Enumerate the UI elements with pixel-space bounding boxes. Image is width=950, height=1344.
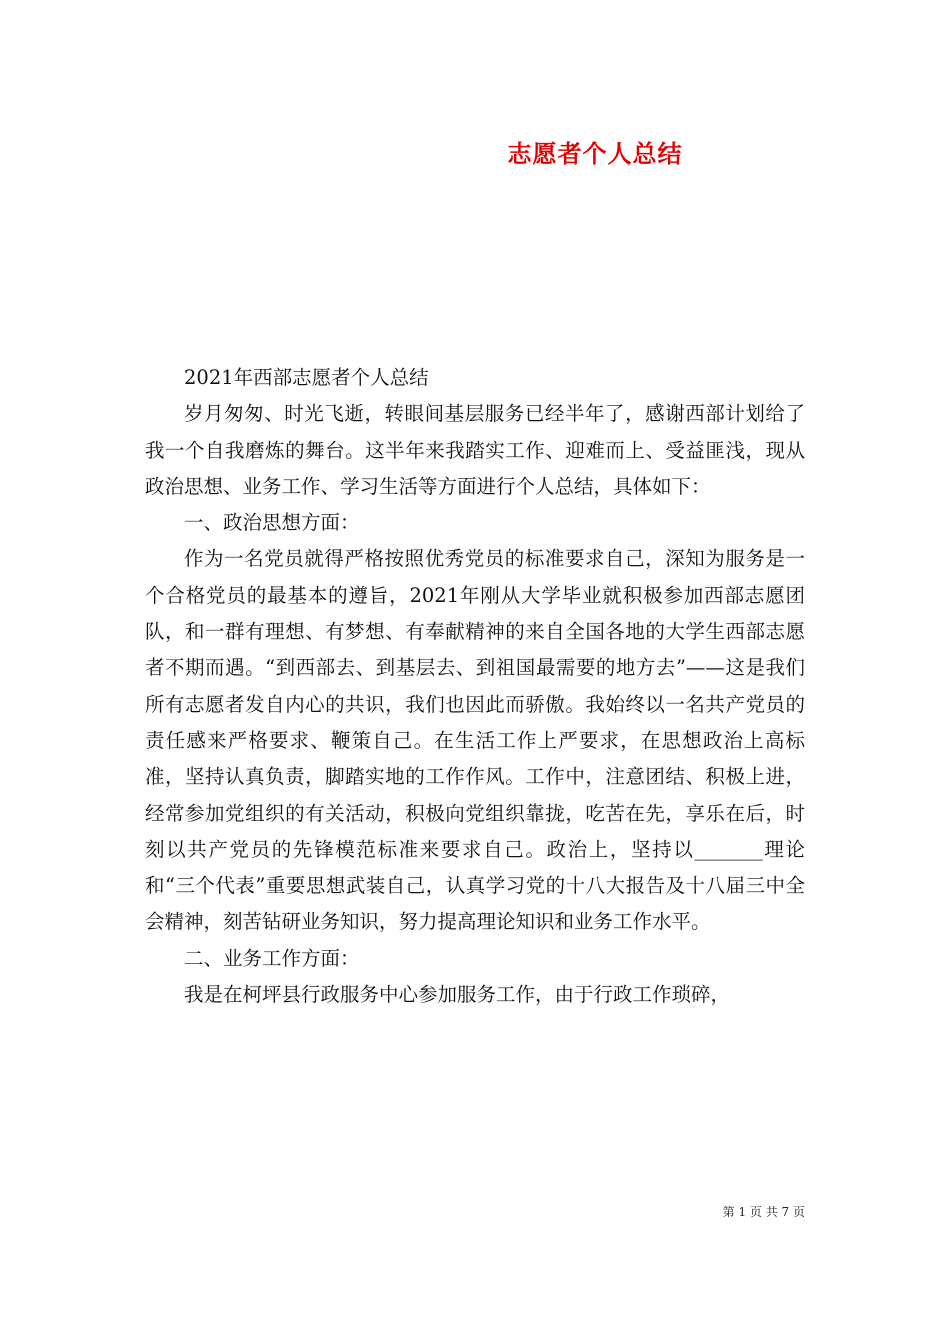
section-heading-political: 一、政治思想方面： [184,511,360,535]
page-footer: 第 1 页 共 7 页 [722,1205,805,1219]
page-title: 志愿者个人总结 [507,140,683,168]
business-paragraph: 我是在柯坪县行政服务中心参加服务工作，由于行政工作琐碎， [184,983,731,1007]
political-paragraph: 作为一名党员就得严格按照优秀党员的标准要求自己，深知为服务是一个合格党员的最基本的遵旨，2021年刚从大学毕业就积极参加西部志愿团队，和一群有理想、有梦想、有奉献精神的来自全国各地的大学生西部志愿者不期而遇。“到西部去、到基层去、到祖国最需要的地方去”——这是我们所有志愿者发自内心的共识，我们也因此而骄傲。我始终以一名共产党员的责任感来严格要求、鞭策自己。在生活工作上严要求，在思想政治上高标准，坚持认真负责，脚踏实地的工作作风。工作中，注意团结、积极上进，经常参加党组织的有关活动，积极向党组织靠拢，吃苦在先，享乐在后，时刻以共产党员的先锋模范标准来要求自己。政治上，坚持以_______理论和“三个代表”重要思想武装自己，认真学习党的十八大报告及十八届三中全会精神，刻苦钻研业务知识，努力提高理论知识和业务工作水平。 [145,547,805,934]
intro-paragraph: 岁月匆匆、时光飞逝，转眼间基层服务已经半年了，感谢西部计划给了我一个自我磨炼的舞台。这半年来我踏实工作、迎难而上、受益匪浅，现从政治思想、业务工作、学习生活等方面进行个人总结，具体如下： [145,402,805,498]
section-heading-business: 二、业务工作方面： [184,946,360,970]
subtitle-paragraph: 2021年西部志愿者个人总结 [184,366,429,389]
document-body [145,360,805,1013]
